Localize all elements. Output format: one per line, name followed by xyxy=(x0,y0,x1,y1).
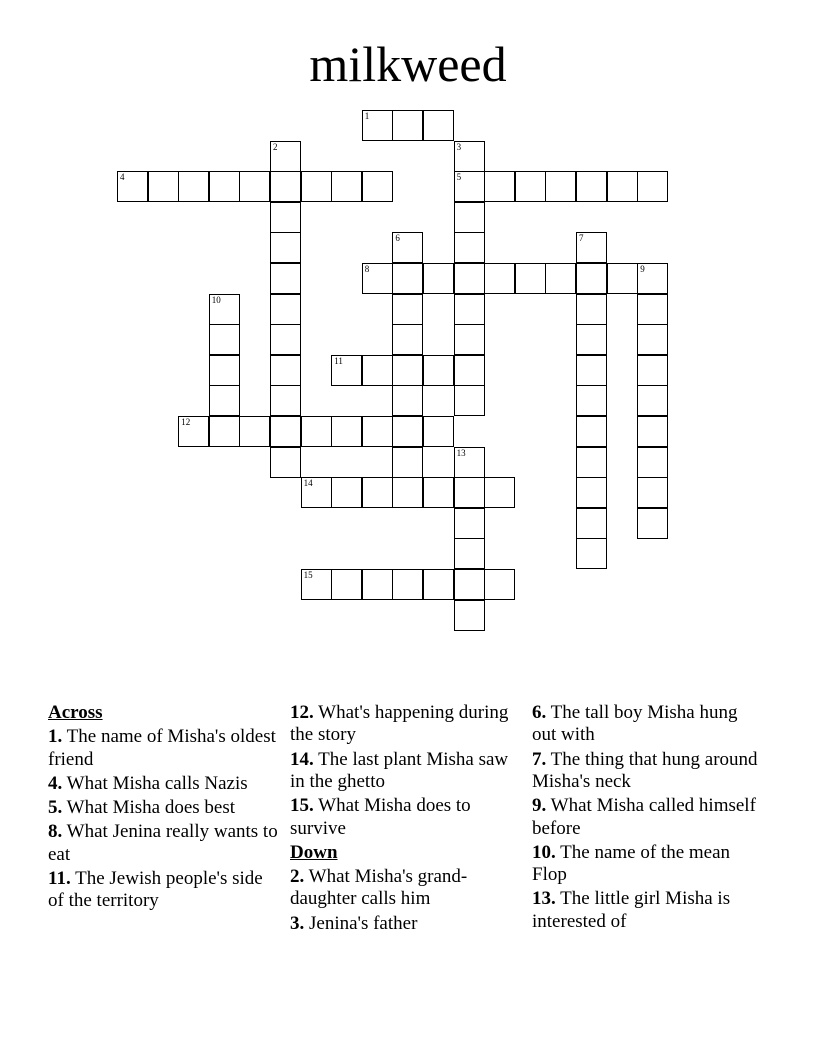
grid-cell[interactable] xyxy=(392,385,423,416)
clue-number: 10. xyxy=(532,841,556,863)
clue-down-6 xyxy=(532,702,764,747)
grid-cell[interactable] xyxy=(454,538,485,569)
grid-cell[interactable] xyxy=(178,416,209,447)
cell-number: 12 xyxy=(181,417,191,427)
clue-across-1 xyxy=(48,726,280,771)
grid-cell[interactable] xyxy=(270,202,301,233)
grid-cell[interactable] xyxy=(270,385,301,416)
grid-cell[interactable] xyxy=(209,294,240,325)
grid-cell[interactable] xyxy=(484,569,515,600)
cell-number: 8 xyxy=(364,264,370,274)
grid-cell[interactable] xyxy=(576,508,607,539)
clue-text: The last plant Misha saw in the ghetto xyxy=(290,748,509,793)
grid-cell[interactable] xyxy=(454,232,485,263)
clue-number: 3. xyxy=(290,912,305,934)
grid-cell[interactable] xyxy=(637,355,668,386)
cell-number: 2 xyxy=(273,141,278,152)
grid-cell[interactable] xyxy=(423,569,454,600)
grid-cell[interactable] xyxy=(454,447,485,478)
clue-down-9 xyxy=(532,795,764,840)
clue-text: What Misha does best xyxy=(66,797,235,819)
grid-cell[interactable] xyxy=(209,385,240,416)
grid-cell[interactable] xyxy=(637,416,668,447)
cell-number: 3 xyxy=(456,141,462,152)
clue-text: The Jewish people's side of the territory xyxy=(48,867,263,912)
cell-number: 4 xyxy=(120,172,125,183)
grid-cell[interactable] xyxy=(392,263,423,294)
grid-cell[interactable] xyxy=(576,324,607,355)
clue-text: The tall boy Misha hung out with xyxy=(532,702,738,746)
grid-cell[interactable] xyxy=(209,324,240,355)
grid-cell[interactable] xyxy=(362,477,393,508)
across-heading: Across xyxy=(48,702,103,723)
grid-cell[interactable] xyxy=(515,171,546,202)
cell-number: 6 xyxy=(395,233,400,244)
clue-down-13 xyxy=(532,888,764,933)
grid-cell[interactable] xyxy=(362,171,393,202)
grid-cell[interactable] xyxy=(423,263,454,294)
grid-cell[interactable] xyxy=(576,294,607,325)
cell-number: 11 xyxy=(334,355,343,366)
clue-number: 11. xyxy=(48,867,71,889)
grid-cell[interactable] xyxy=(270,355,301,386)
clue-across-8 xyxy=(48,821,280,866)
grid-cell[interactable] xyxy=(209,355,240,386)
grid-cell[interactable] xyxy=(209,416,240,447)
grid-cell[interactable] xyxy=(576,232,607,263)
grid-cell[interactable] xyxy=(392,477,423,508)
clue-column-2 xyxy=(290,702,522,935)
grid-cell[interactable] xyxy=(576,416,607,447)
grid-cell[interactable] xyxy=(301,416,332,447)
grid-cell[interactable] xyxy=(209,171,240,202)
grid-cell[interactable] xyxy=(576,355,607,386)
grid-cell[interactable] xyxy=(117,171,148,202)
grid-cell[interactable] xyxy=(331,355,362,386)
clue-across-5 xyxy=(48,797,280,819)
clue-number: 2. xyxy=(290,866,305,888)
down-heading: Down xyxy=(290,841,338,863)
grid-cell[interactable] xyxy=(301,477,332,508)
grid-cell[interactable] xyxy=(362,355,393,386)
clue-text: What Misha called himself before xyxy=(532,795,756,839)
clue-column-3 xyxy=(532,702,764,933)
grid-cell[interactable] xyxy=(148,171,179,202)
clue-text: What Misha does to survive xyxy=(290,795,471,839)
clue-number: 9. xyxy=(532,795,547,817)
grid-cell[interactable] xyxy=(392,355,423,386)
grid-cell[interactable] xyxy=(637,294,668,325)
clue-number: 12. xyxy=(290,702,314,723)
clue-number: 13. xyxy=(532,888,556,910)
grid-cell[interactable] xyxy=(637,447,668,478)
clue-number: 5. xyxy=(48,797,63,819)
clue-text: The thing that hung around Misha's neck xyxy=(532,748,758,793)
grid-cell[interactable] xyxy=(484,263,515,294)
cell-number: 7 xyxy=(579,233,584,244)
clue-down-2 xyxy=(290,866,522,911)
clue-number: 6. xyxy=(532,702,547,723)
grid-cell[interactable] xyxy=(637,477,668,508)
grid-cell[interactable] xyxy=(454,385,485,416)
grid-cell[interactable] xyxy=(576,538,607,569)
clue-across-12 xyxy=(290,702,522,747)
grid-cell[interactable] xyxy=(515,263,546,294)
grid-cell[interactable] xyxy=(454,508,485,539)
grid-cell[interactable] xyxy=(454,171,485,202)
grid-cell[interactable] xyxy=(576,385,607,416)
clue-text: What Jenina really wants to eat xyxy=(48,821,278,865)
clue-number: 4. xyxy=(48,772,63,794)
grid-cell[interactable] xyxy=(270,171,301,202)
grid-cell[interactable] xyxy=(270,141,301,172)
grid-cell[interactable] xyxy=(270,263,301,294)
clue-text: The name of the mean Flop xyxy=(532,841,731,886)
grid-cell[interactable] xyxy=(362,110,393,141)
cell-number: 14 xyxy=(303,478,313,489)
grid-cell[interactable] xyxy=(454,569,485,600)
grid-cell[interactable] xyxy=(637,171,668,202)
grid-cell[interactable] xyxy=(331,171,362,202)
clue-number: 1. xyxy=(48,726,63,748)
grid-cell[interactable] xyxy=(454,477,485,508)
clue-across-11 xyxy=(48,868,280,913)
clue-number: 14. xyxy=(290,748,314,770)
clue-text: Jenina's father xyxy=(309,912,418,934)
grid-cell[interactable] xyxy=(270,232,301,263)
grid-cell[interactable] xyxy=(607,171,638,202)
grid-cell[interactable] xyxy=(423,355,454,386)
grid-cell[interactable] xyxy=(576,171,607,202)
grid-cell[interactable] xyxy=(362,416,393,447)
grid-cell[interactable] xyxy=(270,294,301,325)
grid-cell[interactable] xyxy=(576,477,607,508)
grid-cell[interactable] xyxy=(607,263,638,294)
clue-text: The little girl Misha is interested of xyxy=(532,888,731,932)
grid-cell[interactable] xyxy=(637,263,668,294)
grid-cell[interactable] xyxy=(454,324,485,355)
cell-number: 13 xyxy=(456,447,466,458)
grid-cell[interactable] xyxy=(362,569,393,600)
grid-cell[interactable] xyxy=(454,141,485,172)
clue-text: The name of Misha's oldest friend xyxy=(48,726,276,770)
clue-number: 7. xyxy=(532,748,547,770)
grid-cell[interactable] xyxy=(454,202,485,233)
puzzle-title: milkweed xyxy=(309,36,507,92)
cell-number: 9 xyxy=(640,264,645,274)
grid-cell[interactable] xyxy=(178,171,209,202)
grid-cell[interactable] xyxy=(392,110,423,141)
clue-across-14 xyxy=(290,749,522,794)
grid-cell[interactable] xyxy=(454,263,485,294)
grid-cell[interactable] xyxy=(392,569,423,600)
grid-cell[interactable] xyxy=(637,324,668,355)
clue-across-4 xyxy=(48,773,280,795)
grid-cell[interactable] xyxy=(454,294,485,325)
clue-text: What Misha's grand-daughter calls him xyxy=(290,866,468,910)
grid-cell[interactable] xyxy=(454,600,485,631)
cell-number: 1 xyxy=(364,111,370,121)
grid-cell[interactable] xyxy=(545,171,576,202)
grid-cell[interactable] xyxy=(301,171,332,202)
grid-cell[interactable] xyxy=(331,569,362,600)
grid-cell[interactable] xyxy=(239,416,270,447)
clue-text: What's happening during the story xyxy=(290,702,509,746)
clue-column-1 xyxy=(48,702,280,913)
clue-down-10 xyxy=(532,842,764,887)
grid-cell[interactable] xyxy=(301,569,332,600)
grid-cell[interactable] xyxy=(392,416,423,447)
clue-down-3 xyxy=(290,913,522,935)
clue-across-15 xyxy=(290,795,522,840)
grid-cell[interactable] xyxy=(423,110,454,141)
cell-number: 15 xyxy=(303,570,313,580)
grid-cell[interactable] xyxy=(270,416,301,447)
clue-number: 15. xyxy=(290,795,314,817)
grid-cell[interactable] xyxy=(270,324,301,355)
grid-cell[interactable] xyxy=(545,263,576,294)
grid-cell[interactable] xyxy=(576,263,607,294)
grid-cell[interactable] xyxy=(392,324,423,355)
grid-cell[interactable] xyxy=(331,416,362,447)
grid-cell[interactable] xyxy=(423,416,454,447)
grid-cell[interactable] xyxy=(362,263,393,294)
clue-number: 8. xyxy=(48,821,63,843)
grid-cell[interactable] xyxy=(270,447,301,478)
grid-cell[interactable] xyxy=(331,477,362,508)
grid-cell[interactable] xyxy=(484,171,515,202)
cell-number: 10 xyxy=(211,294,221,305)
clue-down-7 xyxy=(532,749,764,794)
grid-cell[interactable] xyxy=(484,477,515,508)
grid-cell[interactable] xyxy=(637,385,668,416)
grid-cell[interactable] xyxy=(637,508,668,539)
grid-cell[interactable] xyxy=(392,232,423,263)
grid-cell[interactable] xyxy=(239,171,270,202)
grid-cell[interactable] xyxy=(392,294,423,325)
grid-cell[interactable] xyxy=(576,447,607,478)
clue-text: What Misha calls Nazis xyxy=(66,772,248,794)
grid-cell[interactable] xyxy=(392,447,423,478)
grid-cell[interactable] xyxy=(454,355,485,386)
grid-cell[interactable] xyxy=(423,477,454,508)
cell-number: 5 xyxy=(456,172,462,183)
